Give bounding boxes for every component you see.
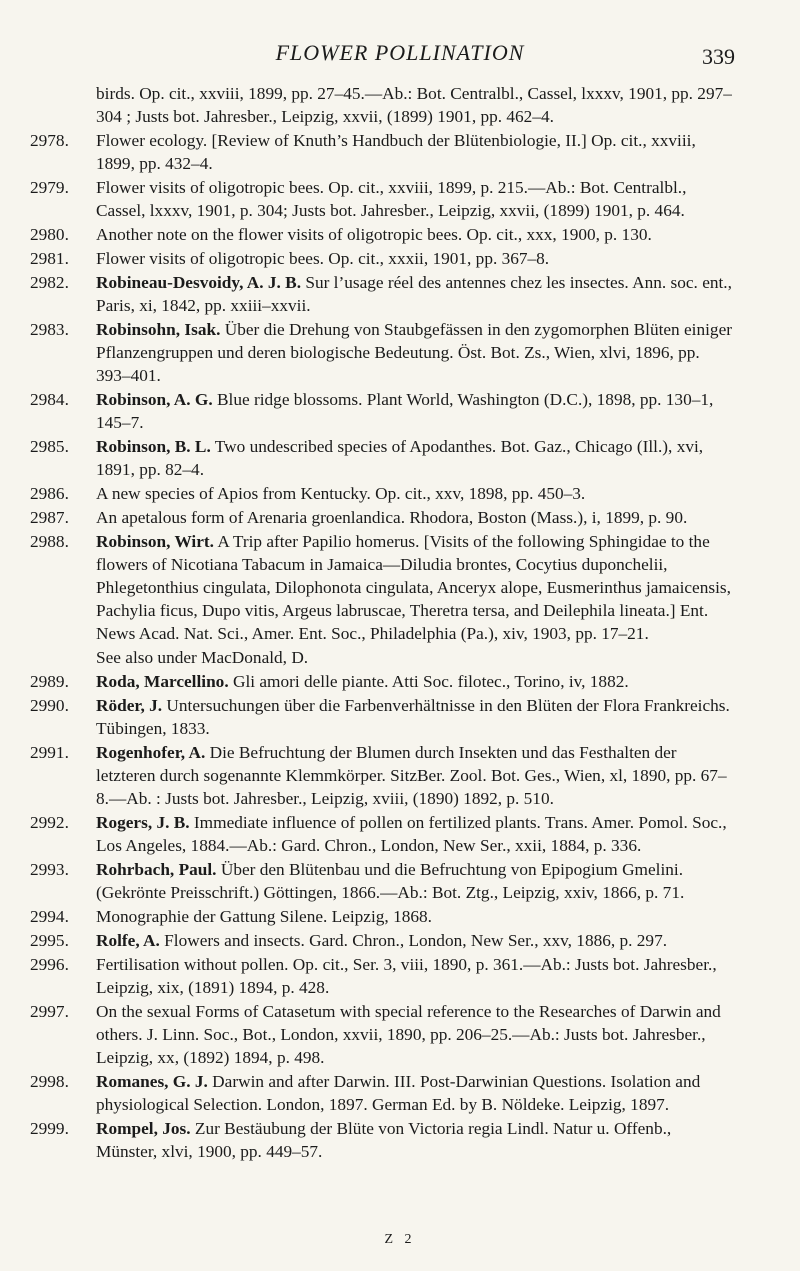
entry-author: Roda, Marcellino. [96,672,229,691]
bibliography-entry [0,435,800,481]
entry-author: Röder, J. [96,696,163,715]
entry-number: 2992. [30,813,69,832]
entry-text: Darwin and after Darwin. III. Post-Darwinian Questions. Isolation and physiological Selection. London, 1897. German Ed. by B. Nöldeke. Leipzig, 1897. [96,1072,701,1114]
entry-author: Robinsohn, Isak. [96,320,221,339]
entry-number: 2978. [30,131,69,150]
entry-text: Flower ecology. [Review of Knuth’s Handbuch der Blütenbiologie, II.] Op. cit., xxviii, 1899, pp. 432–4. [96,131,696,173]
entry-number: 2983. [30,320,69,339]
bibliography-entry [0,929,800,952]
entry-text: Monographie der Gattung Silene. Leipzig, 1868. [96,907,432,926]
entry-number: 2984. [30,390,69,409]
entry-number: 2989. [30,672,69,691]
entry-number: 2995. [30,931,69,950]
entry-number: 2994. [30,907,69,926]
bibliography-entry [0,247,800,270]
running-header-title: FLOWER POLLINATION [275,40,525,65]
bibliography-entry [0,811,800,857]
entry-number: 2996. [30,955,69,974]
entry-author: Rogers, J. B. [96,813,190,832]
entry-number: 2980. [30,225,69,244]
bibliography-entry [0,646,800,669]
entry-text: Fertilisation without pollen. Op. cit., Ser. 3, viii, 1890, p. 361.—Ab.: Justs bot. Jahresber., Leipzig, xix, (1891) 1894, p. 428. [96,955,717,997]
entry-number: 2988. [30,532,69,551]
entry-number: 2991. [30,743,69,762]
bibliography-entry [0,694,800,740]
entry-number: 2982. [30,273,69,292]
entry-number: 2986. [30,484,69,503]
page-number: 339 [702,44,735,69]
entry-number: 2987. [30,508,69,527]
bibliography-entry [0,82,800,128]
entry-text: Flower visits of oligotropic bees. Op. cit., xxxii, 1901, pp. 367–8. [96,249,550,268]
entry-text: Blue ridge blossoms. Plant World, Washington (D.C.), 1898, pp. 130–1, 145–7. [96,390,714,432]
entry-number: 2990. [30,696,69,715]
entry-text: Die Befruchtung der Blumen durch Insekten und das Festhalten der letzteren durch sogenannte Klemmkörper. SitzBer. Zool. Bot. Ges., Wien, xl, 1890, pp. 67–8.—Ab. : Justs bot. Jahresber., Leipzig, xviii, (1890) 1892, p. 510. [96,743,727,808]
bibliography-entry [0,176,800,222]
entry-text: Immediate influence of pollen on fertilized plants. Trans. Amer. Pomol. Soc., Los Angeles, 1884.—Ab.: Gard. Chron., London, New Ser., xxii, 1884, p. 336. [96,813,727,855]
entry-text: Über die Drehung von Staubgefässen in den zygomorphen Blüten einiger Pflanzengruppen und deren biologische Bedeutung. Öst. Bot. Zs., Wien, xlvi, 1896, pp. 393–401. [96,320,732,385]
entry-number: 2979. [30,178,69,197]
entry-text: A Trip after Papilio homerus. [Visits of the following Sphingidae to the flowers of Nicotiana Tabacum in Jamaica—Diludia brontes, Cocytius duponchelii, Phlegetonthius cingulata, Dilophonota cingulata, Anceryx alope, Eusmerinthus jamaicensis, Pachylia ficus, Dupo vitis, Argeus labruscae, Theretra tersa, and Deilephila lineata.] Ent. News Acad. Nat. Sci., Amer. Ent. Soc., Philadelphia (Pa.), xiv, 1903, pp. 17–21. [96,532,731,643]
entry-author: Rogenhofer, A. [96,743,206,762]
bibliography-entry [0,1000,800,1069]
entry-text: birds. Op. cit., xxviii, 1899, pp. 27–45.—Ab.: Bot. Centralbl., Cassel, lxxxv, 1901, pp. 297–304 ; Justs bot. Jahresber., Leipzig, xxvii, (1899) 1901, pp. 462–4. [96,84,732,126]
entry-text: Flower visits of oligotropic bees. Op. cit., xxviii, 1899, p. 215.—Ab.: Bot. Centralbl., Cassel, lxxxv, 1901, p. 304; Justs bot. Jahresber., Leipzig, xxvii, (1899) 1901, p. 464. [96,178,687,220]
entry-number: 2997. [30,1002,69,1021]
bibliography-entry [0,318,800,387]
entry-author: Robinson, A. G. [96,390,213,409]
entry-text: On the sexual Forms of Catasetum with special reference to the Researches of Darwin and others. J. Linn. Soc., Bot., London, xxvii, 1890, pp. 206–25.—Ab.: Justs bot. Jahresber., Leipzig, xx, (1892) 1894, p. 498. [96,1002,721,1067]
bibliography-entry [0,905,800,928]
entry-author: Rohrbach, Paul. [96,860,217,879]
bibliography-entry [0,271,800,317]
entry-author: Robinson, Wirt. [96,532,214,551]
entry-number: 2998. [30,1072,69,1091]
entry-author: Rompel, Jos. [96,1119,191,1138]
entry-text: A new species of Apios from Kentucky. Op. cit., xxv, 1898, pp. 450–3. [96,484,586,503]
entry-text: See also under MacDonald, D. [96,648,309,667]
bibliography-entry [0,1070,800,1116]
bibliography-entry [0,670,800,693]
bibliography-entry [0,953,800,999]
entry-text: Untersuchungen über die Farbenverhältnisse in den Blüten der Flora Frankreichs. Tübingen, 1833. [96,696,730,738]
bibliography-entry [0,530,800,645]
entry-text: Sur l’usage réel des antennes chez les insectes. Ann. soc. ent., Paris, xi, 1842, pp. xxiii–xxvii. [96,273,732,315]
bibliography-entry [0,506,800,529]
entry-author: Rolfe, A. [96,931,160,950]
entry-number: 2985. [30,437,69,456]
bibliography-entry [0,741,800,810]
bibliography-entry [0,482,800,505]
entry-author: Romanes, G. J. [96,1072,208,1091]
entry-text: An apetalous form of Arenaria groenlandica. Rhodora, Boston (Mass.), i, 1899, p. 90. [96,508,688,527]
entry-text: Another note on the flower visits of oligotropic bees. Op. cit., xxx, 1900, p. 130. [96,225,652,244]
bibliography-entry [0,1117,800,1163]
bibliography-entry [0,129,800,175]
entry-text: Über den Blütenbau und die Befruchtung von Epipogium Gmelini. (Gekrönte Preisschrift.) Göttingen, 1866.—Ab.: Bot. Ztg., Leipzig, xxiv, 1866, p. 71. [96,860,685,902]
entry-number: 2999. [30,1119,69,1138]
entry-text: Flowers and insects. Gard. Chron., London, New Ser., xxv, 1886, p. 297. [159,931,668,950]
entry-text: Gli amori delle piante. Atti Soc. filotec., Torino, iv, 1882. [228,672,629,691]
entry-text: Two undescribed species of Apodanthes. Bot. Gaz., Chicago (Ill.), xvi, 1891, pp. 82–4. [96,437,704,479]
signature-mark: Z 2 [384,1232,416,1247]
bibliography-entry [0,858,800,904]
entry-number: 2981. [30,249,69,268]
bibliography-entry [0,223,800,246]
entry-number: 2993. [30,860,69,879]
bibliography-entry [0,388,800,434]
entry-text: Zur Bestäubung der Blüte von Victoria regia Lindl. Natur u. Offenb., Münster, xlvi, 1900, pp. 449–57. [96,1119,672,1161]
bibliography-list [0,82,800,1164]
entry-author: Robinson, B. L. [96,437,211,456]
entry-author: Robineau-Desvoidy, A. J. B. [96,273,302,292]
